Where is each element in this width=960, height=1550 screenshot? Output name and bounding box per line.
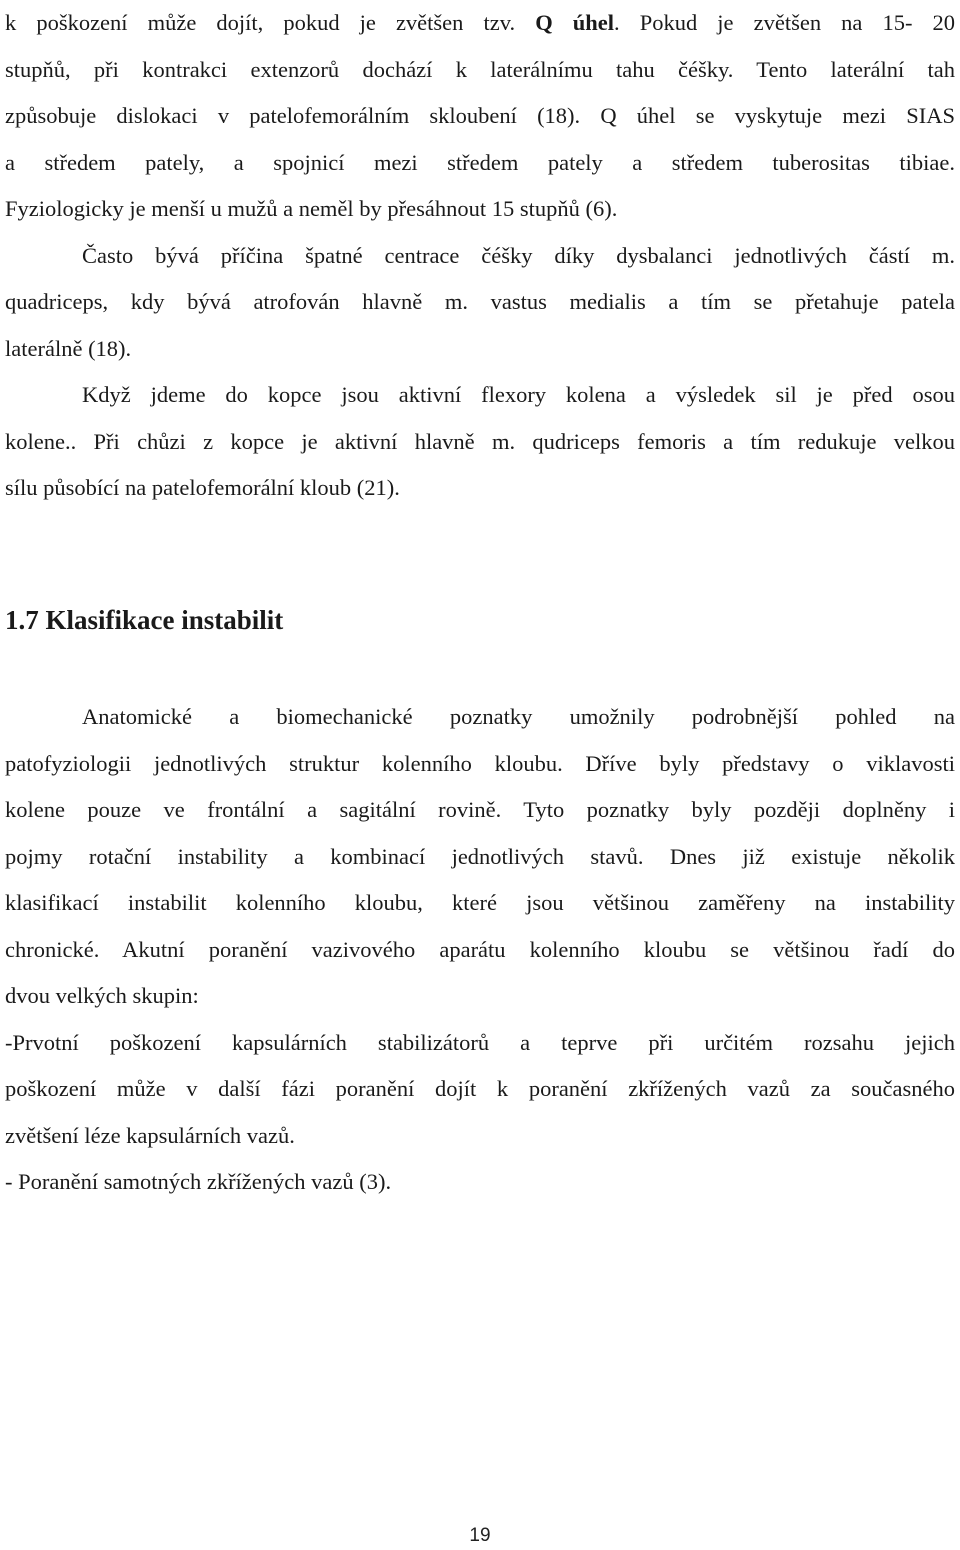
q-angle-term: Q úhel xyxy=(535,10,615,35)
text-line: sílu působící na patelofemorální kloub (21). xyxy=(5,475,400,500)
paragraph-patella-centration xyxy=(5,233,955,373)
text-line: poškození může v další fázi poranění dojít k poranění zkřížených vazů za současného xyxy=(5,1076,955,1101)
top-text-block xyxy=(5,0,955,512)
text-line: kolene pouze ve frontální a sagitální rovině. Tyto poznatky byly později doplněny i xyxy=(5,797,955,822)
text-line: stupňů, při kontrakci extenzorů dochází k laterálnímu tahu čéšky. Tento laterální tah xyxy=(5,56,955,82)
text-line: Často bývá příčina špatné centrace čéšky díky dysbalanci jednotlivých částí m. xyxy=(82,242,955,268)
text-line: pojmy rotační instability a kombinací jednotlivých stavů. Dnes již existuje několik xyxy=(5,843,955,869)
paragraph-classification xyxy=(5,694,955,1020)
paragraph-q-angle xyxy=(5,0,955,233)
text-line: -Prvotní poškození kapsulárních stabilizátorů a teprve při určitém rozsahu jejich xyxy=(5,1029,955,1055)
text-line: Když jdeme do kopce jsou aktivní flexory kolena a výsledek sil je před osou xyxy=(82,382,955,407)
text-line xyxy=(5,0,955,47)
text-line: Fyziologicky je menší u mužů a neměl by přesáhnout 15 stupňů (6). xyxy=(5,196,618,221)
text-line: zvětšení léze kapsulárních vazů. xyxy=(5,1122,295,1148)
text-line: kolene.. Při chůzi z kopce je aktivní hlavně m. qudriceps femoris a tím redukuje velkou xyxy=(5,428,955,454)
text-span: k poškození může dojít, pokud je zvětšen tzv. xyxy=(5,10,516,35)
paragraph-walking-slope xyxy=(5,372,955,512)
text-line: klasifikací instabilit kolenního kloubu, které jsou většinou zaměřeny na instability xyxy=(5,890,955,915)
page-number: 19 xyxy=(469,1525,491,1546)
text-span: . Pokud je zvětšen na 15- 20 xyxy=(614,10,955,35)
text-line: chronické. Akutní poranění vazivového aparátu kolenního kloubu se většinou řadí do xyxy=(5,936,955,962)
bottom-text-block xyxy=(5,694,955,1206)
text-line: dvou velkých skupin: xyxy=(5,983,199,1008)
section-heading: 1.7 Klasifikace instabilit xyxy=(5,605,284,635)
text-line: a středem pately, a spojnicí mezi středem pately a středem tuberositas tibiae. xyxy=(5,149,955,175)
list-item-cruciate-injury xyxy=(5,1159,955,1206)
text-line: laterálně (18). xyxy=(5,335,132,361)
text-line: patofyziologii jednotlivých struktur kolenního kloubu. Dříve byly představy o viklavosti xyxy=(5,750,955,776)
list-item-primary-damage xyxy=(5,1020,955,1160)
text-line: - Poranění samotných zkřížených vazů (3). xyxy=(5,1169,392,1194)
text-line: Anatomické a biomechanické poznatky umožnily podrobnější pohled na xyxy=(82,704,955,729)
text-line: quadriceps, kdy bývá atrofován hlavně m. vastus medialis a tím se přetahuje patela xyxy=(5,289,955,314)
text-line: způsobuje dislokaci v patelofemorálním skloubení (18). Q úhel se vyskytuje mezi SIAS xyxy=(5,103,955,128)
